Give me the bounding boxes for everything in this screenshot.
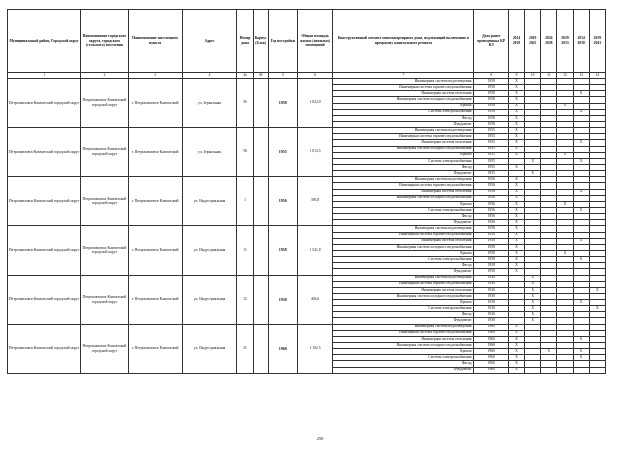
column-number: 14	[589, 73, 605, 79]
column-number: 4а	[237, 73, 253, 79]
district-cell: Петропавловск-Камчатский городской округ	[8, 79, 81, 128]
period-mark-cell: X	[508, 140, 524, 146]
column-number: 3	[128, 73, 182, 79]
period-mark-cell: X	[525, 281, 541, 287]
prior-repair-date-cell: 1930	[474, 318, 508, 324]
settlement-cell: Петропавловск-Камчатский городской округ	[81, 226, 128, 275]
period-mark-cell: X	[541, 349, 557, 355]
period-mark-cell: X	[508, 207, 524, 213]
period-mark-cell: X	[573, 257, 589, 263]
structural-element-cell: Инженерная система горячего водоснабжения	[333, 183, 474, 189]
prior-repair-date-cell: 1956	[474, 189, 508, 195]
prior-repair-date-cell: 1958	[474, 91, 508, 97]
period-mark-cell: X	[525, 158, 541, 164]
period-mark-cell: X	[508, 195, 524, 201]
column-number: 5	[268, 73, 297, 79]
structural-element-cell: Система электроснабжения	[333, 355, 474, 361]
prior-repair-date-cell: 1958	[474, 109, 508, 115]
period-mark-cell: X	[525, 318, 541, 324]
period-mark-cell	[573, 367, 589, 373]
prior-repair-date-cell: 1930	[474, 306, 508, 312]
structural-element-cell: Фасад	[333, 214, 474, 220]
period-mark-cell: X	[508, 355, 524, 361]
structural-element-cell: Инженерная система водоотведения	[333, 128, 474, 134]
structural-element-cell: Крыша	[333, 201, 474, 207]
district-cell: Петропавловск-Камчатский городской округ	[8, 275, 81, 324]
column-number: 1	[8, 73, 81, 79]
address-cell: ул. Индустриальная	[182, 177, 237, 226]
period-mark-cell: X	[525, 300, 541, 306]
period-mark-cell: X	[508, 79, 524, 85]
structural-element-cell: Инженерная система водоотведения	[333, 275, 474, 281]
locality-cell: г. Петропавловск-Камчатский	[128, 275, 182, 324]
period-mark-cell: X	[573, 189, 589, 195]
structural-element-cell: Инженерная система холодного водоснабжения	[333, 195, 474, 201]
address-cell: ул. Индустриальная	[182, 324, 237, 373]
settlement-cell: Петропавловск-Камчатский городской округ	[81, 324, 128, 373]
period-mark-cell: X	[508, 85, 524, 91]
area-cell: 1 022,0	[297, 79, 333, 128]
prior-repair-date-cell: 1958	[474, 238, 508, 244]
period-mark-cell: X	[508, 201, 524, 207]
block-cell	[253, 79, 268, 128]
prior-repair-date-cell: 1955	[474, 128, 508, 134]
column-number: 7	[333, 73, 474, 79]
period-mark-cell: X	[508, 128, 524, 134]
period-mark-cell: X	[589, 306, 605, 312]
period-mark-cell: X	[508, 183, 524, 189]
prior-repair-date-cell: 1958	[474, 97, 508, 103]
structural-element-cell: Фундамент	[333, 367, 474, 373]
structural-element-cell: Инженерная система холодного водоснабжения	[333, 97, 474, 103]
period-mark-cell	[541, 367, 557, 373]
header-cell: Адрес	[182, 10, 237, 73]
prior-repair-date-cell: 1956	[474, 195, 508, 201]
prior-repair-date-cell: 1956	[474, 177, 508, 183]
period-mark-cell	[557, 367, 573, 373]
prior-repair-date-cell: 1955	[474, 164, 508, 170]
structural-element-cell: Инженерная система горячего водоснабжения	[333, 85, 474, 91]
prior-repair-date-cell: 1960	[474, 367, 508, 373]
structural-element-cell: Крыша	[333, 300, 474, 306]
column-number: 9	[508, 73, 524, 79]
column-number: 10	[525, 73, 541, 79]
header-row	[8, 10, 606, 73]
address-cell: ул. Индустриальная	[182, 226, 237, 275]
prior-repair-date-cell: 1960	[474, 324, 508, 330]
prior-repair-date-cell: 1960	[474, 349, 508, 355]
period-mark-cell: X	[525, 171, 541, 177]
structural-element-cell: Инженерная система отопления	[333, 189, 474, 195]
structural-element-cell: Фундамент	[333, 220, 474, 226]
house-number-cell: 1	[237, 177, 253, 226]
page-number: 250	[316, 436, 324, 441]
period-mark-cell: X	[573, 238, 589, 244]
settlement-cell: Петропавловск-Камчатский городской округ	[81, 128, 128, 177]
header-cell: 2014 2018	[508, 10, 524, 73]
prior-repair-date-cell: 1930	[474, 293, 508, 299]
header-cell: 2034 2038	[573, 10, 589, 73]
prior-repair-date-cell: 1958	[474, 103, 508, 109]
structural-element-cell: Крыша	[333, 103, 474, 109]
address-cell: ул. Зеркальная	[182, 128, 237, 177]
prior-repair-date-cell: 1960	[474, 361, 508, 367]
prior-repair-date-cell: 1958	[474, 226, 508, 232]
period-mark-cell: X	[508, 330, 524, 336]
period-mark-cell: X	[573, 355, 589, 361]
structural-element-cell: Фундамент	[333, 121, 474, 127]
column-number: 8	[474, 73, 508, 79]
prior-repair-date-cell: 1958	[474, 79, 508, 85]
period-mark-cell: X	[508, 257, 524, 263]
period-mark-cell: X	[508, 349, 524, 355]
structural-element-cell: Фундамент	[333, 269, 474, 275]
period-mark-cell: X	[508, 263, 524, 269]
period-mark-cell: X	[508, 103, 524, 109]
period-mark-cell: X	[573, 158, 589, 164]
period-mark-cell: X	[525, 275, 541, 281]
locality-cell: г. Петропавловск-Камчатский	[128, 79, 182, 128]
prior-repair-date-cell: 1930	[474, 312, 508, 318]
period-mark-cell: X	[508, 91, 524, 97]
house-number-cell: 11	[237, 226, 253, 275]
header-cell: 2024 2028	[541, 10, 557, 73]
block-cell	[253, 226, 268, 275]
structural-element-cell: Инженерная система отопления	[333, 287, 474, 293]
capital-repair-table	[7, 9, 606, 374]
structural-element-cell: Инженерная система отопления	[333, 238, 474, 244]
area-cell: 1 541,8	[297, 226, 333, 275]
structural-element-cell: Система электроснабжения	[333, 207, 474, 213]
period-mark-cell: X	[508, 367, 524, 373]
build-year-cell: 1958	[268, 79, 297, 128]
area-cell: 385,8	[297, 177, 333, 226]
prior-repair-date-cell: 1956	[474, 214, 508, 220]
structural-element-cell: Крыша	[333, 349, 474, 355]
period-mark-cell: X	[508, 226, 524, 232]
period-mark-cell: X	[508, 336, 524, 342]
prior-repair-date-cell: 1930	[474, 300, 508, 306]
prior-repair-date-cell: 1958	[474, 85, 508, 91]
settlement-cell: Петропавловск-Камчатский городской округ	[81, 275, 128, 324]
prior-repair-date-cell: 1960	[474, 343, 508, 349]
address-cell: ул. Индустриальная	[182, 275, 237, 324]
period-mark-cell: X	[508, 238, 524, 244]
header-cell: Общая площадь жилых (нежилых) помещений	[297, 10, 333, 73]
structural-element-cell: Фасад	[333, 312, 474, 318]
prior-repair-date-cell: 1958	[474, 121, 508, 127]
period-mark-cell	[589, 367, 605, 373]
prior-repair-date-cell: 1955	[474, 158, 508, 164]
house-number-cell: 12	[237, 275, 253, 324]
address-cell: ул. Зеркальная	[182, 79, 237, 128]
column-number: 11	[541, 73, 557, 79]
structural-element-cell: Система электроснабжения	[333, 306, 474, 312]
area-cell: 1 102,5	[297, 324, 333, 373]
district-cell: Петропавловск-Камчатский городской округ	[8, 324, 81, 373]
prior-repair-date-cell: 1956	[474, 220, 508, 226]
prior-repair-date-cell: 1958	[474, 232, 508, 238]
structural-element-cell: Инженерная система горячего водоснабжения	[333, 281, 474, 287]
district-cell: Петропавловск-Камчатский городской округ	[8, 226, 81, 275]
period-mark-cell: X	[573, 91, 589, 97]
prior-repair-date-cell: 1955	[474, 146, 508, 152]
period-mark-cell: X	[508, 324, 524, 330]
period-mark-cell: X	[557, 201, 573, 207]
prior-repair-date-cell: 1956	[474, 201, 508, 207]
settlement-cell: Петропавловск-Камчатский городской округ	[81, 79, 128, 128]
period-mark-cell	[525, 367, 541, 373]
district-cell: Петропавловск-Камчатский городской округ	[8, 177, 81, 226]
structural-element-cell: Инженерная система холодного водоснабжения	[333, 244, 474, 250]
prior-repair-date-cell: 1958	[474, 263, 508, 269]
table-body	[8, 79, 606, 374]
structural-element-cell: Фундамент	[333, 318, 474, 324]
period-mark-cell: X	[508, 220, 524, 226]
structural-element-cell: Инженерная система отопления	[333, 140, 474, 146]
locality-cell: г. Петропавловск-Камчатский	[128, 177, 182, 226]
prior-repair-date-cell: 1955	[474, 171, 508, 177]
period-mark-cell: X	[508, 164, 524, 170]
structural-element-cell: Инженерная система горячего водоснабжения	[333, 232, 474, 238]
structural-element-cell: Фасад	[333, 164, 474, 170]
period-mark-cell: X	[525, 293, 541, 299]
period-mark-cell: X	[508, 121, 524, 127]
column-number: 6	[297, 73, 333, 79]
period-mark-cell: X	[508, 269, 524, 275]
column-number: 4б	[253, 73, 268, 79]
structural-element-cell: Фундамент	[333, 171, 474, 177]
prior-repair-date-cell: 1958	[474, 250, 508, 256]
period-mark-cell: X	[508, 109, 524, 115]
structural-element-cell: Инженерная система холодного водоснабжения	[333, 146, 474, 152]
period-mark-cell: X	[573, 349, 589, 355]
structural-element-cell: Фасад	[333, 361, 474, 367]
house-number-cell: 56	[237, 79, 253, 128]
column-number: 4	[182, 73, 237, 79]
structural-element-cell: Инженерная система холодного водоснабжения	[333, 343, 474, 349]
structural-element-cell: Инженерная система водоотведения	[333, 79, 474, 85]
prior-repair-date-cell: 1958	[474, 244, 508, 250]
locality-cell: г. Петропавловск-Камчатский	[128, 128, 182, 177]
structural-element-cell: Инженерная система водоотведения	[333, 324, 474, 330]
prior-repair-date-cell: 1958	[474, 115, 508, 121]
block-cell	[253, 324, 268, 373]
structural-element-cell: Фасад	[333, 115, 474, 121]
period-mark-cell: X	[508, 177, 524, 183]
prior-repair-date-cell: 1930	[474, 281, 508, 287]
period-mark-cell: X	[557, 103, 573, 109]
period-mark-cell: X	[525, 287, 541, 293]
build-year-cell: 1955	[268, 128, 297, 177]
structural-element-cell: Система электроснабжения	[333, 109, 474, 115]
prior-repair-date-cell: 1930	[474, 287, 508, 293]
prior-repair-date-cell: 1960	[474, 336, 508, 342]
district-cell: Петропавловск-Камчатский городской округ	[8, 128, 81, 177]
period-mark-cell: X	[508, 115, 524, 121]
period-mark-cell: X	[508, 146, 524, 152]
structural-element-cell: Крыша	[333, 250, 474, 256]
area-cell: 404,6	[297, 275, 333, 324]
header-cell: Наименование населенного пункта	[128, 10, 182, 73]
prior-repair-date-cell: 1955	[474, 152, 508, 158]
period-mark-cell: X	[508, 214, 524, 220]
prior-repair-date-cell: 1955	[474, 134, 508, 140]
header-cell: Корпус (Блок)	[253, 10, 268, 73]
period-mark-cell: X	[508, 97, 524, 103]
prior-repair-date-cell: 1958	[474, 257, 508, 263]
period-mark-cell: X	[508, 189, 524, 195]
structural-element-cell: Система электроснабжения	[333, 257, 474, 263]
structural-element-cell: Инженерная система отопления	[333, 91, 474, 97]
header-cell: Дата ранее проведенных КР КЭ	[474, 10, 508, 73]
prior-repair-date-cell: 1956	[474, 183, 508, 189]
structural-element-cell: Крыша	[333, 152, 474, 158]
period-mark-cell: X	[557, 152, 573, 158]
period-mark-cell: X	[589, 287, 605, 293]
house-number-cell: 21	[237, 324, 253, 373]
header-cell: Муниципальный район, Городской округ	[8, 10, 81, 73]
prior-repair-date-cell: 1958	[474, 269, 508, 275]
column-number: 2	[81, 73, 128, 79]
period-mark-cell: X	[573, 300, 589, 306]
build-year-cell: 1930	[268, 275, 297, 324]
period-mark-cell: X	[508, 361, 524, 367]
column-number: 13	[573, 73, 589, 79]
block-cell	[253, 275, 268, 324]
build-year-cell: 1958	[268, 226, 297, 275]
prior-repair-date-cell: 1960	[474, 330, 508, 336]
header-cell: Наименование городского округа, городского (сельского) поселения	[81, 10, 128, 73]
period-mark-cell: X	[573, 109, 589, 115]
period-mark-cell: X	[508, 134, 524, 140]
period-mark-cell: X	[573, 336, 589, 342]
period-mark-cell: X	[525, 306, 541, 312]
locality-cell: г. Петропавловск-Камчатский	[128, 226, 182, 275]
structural-element-cell: Инженерная система водоотведения	[333, 226, 474, 232]
settlement-cell: Петропавловск-Камчатский городской округ	[81, 177, 128, 226]
prior-repair-date-cell: 1956	[474, 207, 508, 213]
header-cell: 2029 2033	[557, 10, 573, 73]
prior-repair-date-cell: 1930	[474, 275, 508, 281]
header-cell: Год постройки	[268, 10, 297, 73]
block-cell	[253, 128, 268, 177]
house-number-cell: 58	[237, 128, 253, 177]
block-cell	[253, 177, 268, 226]
period-mark-cell: X	[508, 244, 524, 250]
period-mark-cell: X	[508, 232, 524, 238]
prior-repair-date-cell: 1955	[474, 140, 508, 146]
structural-element-cell: Инженерная система отопления	[333, 336, 474, 342]
structural-element-cell: Инженерная система водоотведения	[333, 177, 474, 183]
structural-element-cell: Инженерная система холодного водоснабжения	[333, 293, 474, 299]
header-cell: 2039 2043	[589, 10, 605, 73]
header-cell: Конструктивный элемент многоквартирного дома, подлежащий включению в программу капитального ремонта	[333, 10, 474, 73]
period-mark-cell: X	[557, 250, 573, 256]
build-year-cell: 1960	[268, 324, 297, 373]
period-mark-cell: X	[508, 343, 524, 349]
locality-cell: г. Петропавловск-Камчатский	[128, 324, 182, 373]
header-cell: Номер дома	[237, 10, 253, 73]
structural-element-cell: Инженерная система горячего водоснабжения	[333, 330, 474, 336]
period-mark-cell: X	[508, 250, 524, 256]
prior-repair-date-cell: 1960	[474, 355, 508, 361]
header-cell: 2019 2023	[525, 10, 541, 73]
period-mark-cell: X	[508, 152, 524, 158]
area-cell: 1 013,5	[297, 128, 333, 177]
column-number: 12	[557, 73, 573, 79]
build-year-cell: 1956	[268, 177, 297, 226]
period-mark-cell: X	[525, 312, 541, 318]
structural-element-cell: Фасад	[333, 263, 474, 269]
period-mark-cell: X	[573, 140, 589, 146]
structural-element-cell: Система электроснабжения	[333, 158, 474, 164]
period-mark-cell: X	[573, 207, 589, 213]
structural-element-cell: Инженерная система горячего водоснабжения	[333, 134, 474, 140]
